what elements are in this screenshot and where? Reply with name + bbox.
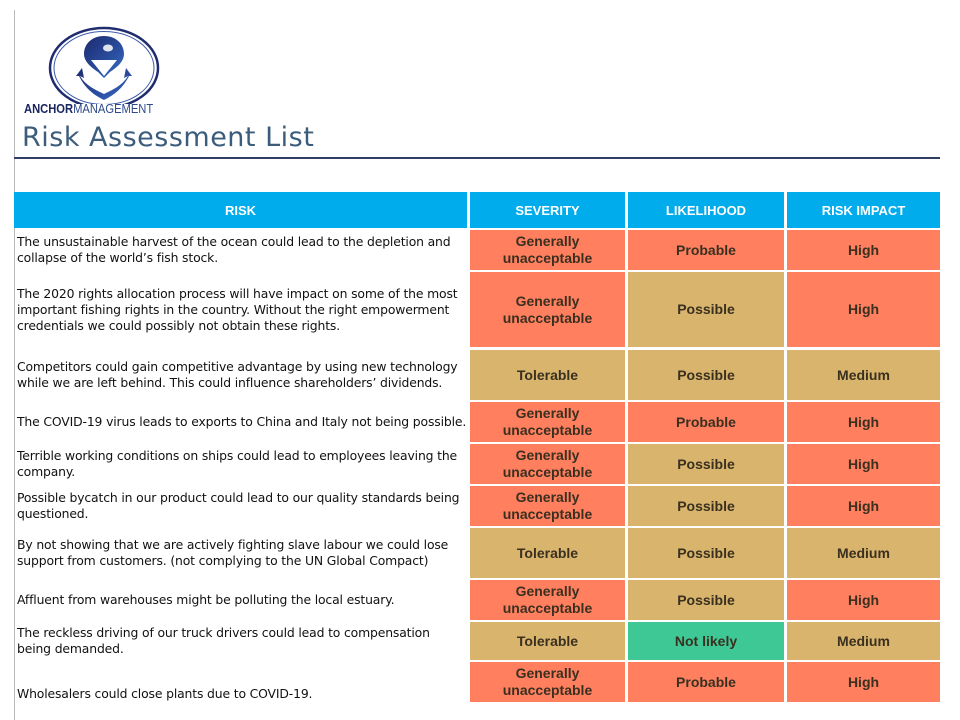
likelihood-cell: Not likely bbox=[628, 622, 784, 660]
likelihood-cell: Possible bbox=[628, 350, 784, 400]
severity-cell: Generally unacceptable bbox=[470, 272, 625, 347]
impact-cell: High bbox=[787, 444, 940, 484]
risk-description: Terrible working conditions on ships could lead to employees leaving the company. bbox=[17, 448, 458, 479]
header-risk: RISK bbox=[14, 192, 467, 228]
risk-description: By not showing that we are actively fighting slave labour we could lose support from customers. (not complying to the UN Global Compact) bbox=[17, 537, 449, 568]
likelihood-cell: Probable bbox=[628, 402, 784, 442]
impact-cell: High bbox=[787, 230, 940, 270]
severity-cell: Tolerable bbox=[470, 350, 625, 400]
severity-cell: Generally unacceptable bbox=[470, 662, 625, 702]
likelihood-cell: Possible bbox=[628, 272, 784, 347]
logo-brand-light: MANAGEMENT bbox=[73, 101, 154, 116]
impact-cell: High bbox=[787, 486, 940, 526]
severity-cell: Generally unacceptable bbox=[470, 230, 625, 270]
risk-description: Competitors could gain competitive advantage by using new technology while we are left behind. This could influence shareholders’ dividends. bbox=[17, 359, 458, 390]
impact-cell: High bbox=[787, 272, 940, 347]
risk-description: The COVID-19 virus leads to exports to China and Italy not being possible. bbox=[17, 414, 467, 429]
risk-description: The reckless driving of our truck drivers could lead to compensation being demanded. bbox=[17, 625, 430, 656]
page-title: Risk Assessment List bbox=[22, 122, 315, 153]
likelihood-cell: Possible bbox=[628, 486, 784, 526]
risk-description: Affluent from warehouses might be polluting the local estuary. bbox=[17, 592, 395, 607]
severity-cell: Generally unacceptable bbox=[470, 444, 625, 484]
likelihood-cell: Possible bbox=[628, 580, 784, 620]
severity-cell: Generally unacceptable bbox=[470, 486, 625, 526]
severity-cell: Generally unacceptable bbox=[470, 580, 625, 620]
severity-cell: Tolerable bbox=[470, 622, 625, 660]
logo-wordmark bbox=[24, 101, 153, 116]
anchor-icon bbox=[24, 24, 194, 104]
impact-cell: High bbox=[787, 402, 940, 442]
impact-cell: Medium bbox=[787, 622, 940, 660]
severity-cell: Generally unacceptable bbox=[470, 402, 625, 442]
risk-description: Possible bycatch in our product could lead to our quality standards being questioned. bbox=[17, 490, 460, 521]
impact-cell: Medium bbox=[787, 528, 940, 578]
likelihood-cell: Possible bbox=[628, 528, 784, 578]
header-risk-impact: RISK IMPACT bbox=[787, 192, 940, 228]
title-divider bbox=[14, 157, 940, 159]
impact-cell: High bbox=[787, 662, 940, 702]
header-likelihood: LIKELIHOOD bbox=[628, 192, 784, 228]
risk-description: Wholesalers could close plants due to COVID-19. bbox=[17, 686, 313, 701]
likelihood-cell: Probable bbox=[628, 230, 784, 270]
risk-description: The 2020 rights allocation process will have impact on some of the most important fishing rights in the country. Without the right empowerment credentials we could possibly not obtain these rights. bbox=[17, 285, 458, 333]
impact-cell: High bbox=[787, 580, 940, 620]
severity-cell: Tolerable bbox=[470, 528, 625, 578]
header-severity: SEVERITY bbox=[470, 192, 625, 228]
likelihood-cell: Probable bbox=[628, 662, 784, 702]
logo-brand-bold: ANCHOR bbox=[24, 101, 74, 116]
impact-cell: Medium bbox=[787, 350, 940, 400]
risk-description: The unsustainable harvest of the ocean could lead to the depletion and collapse of the world’s fish stock. bbox=[17, 234, 451, 265]
likelihood-cell: Possible bbox=[628, 444, 784, 484]
